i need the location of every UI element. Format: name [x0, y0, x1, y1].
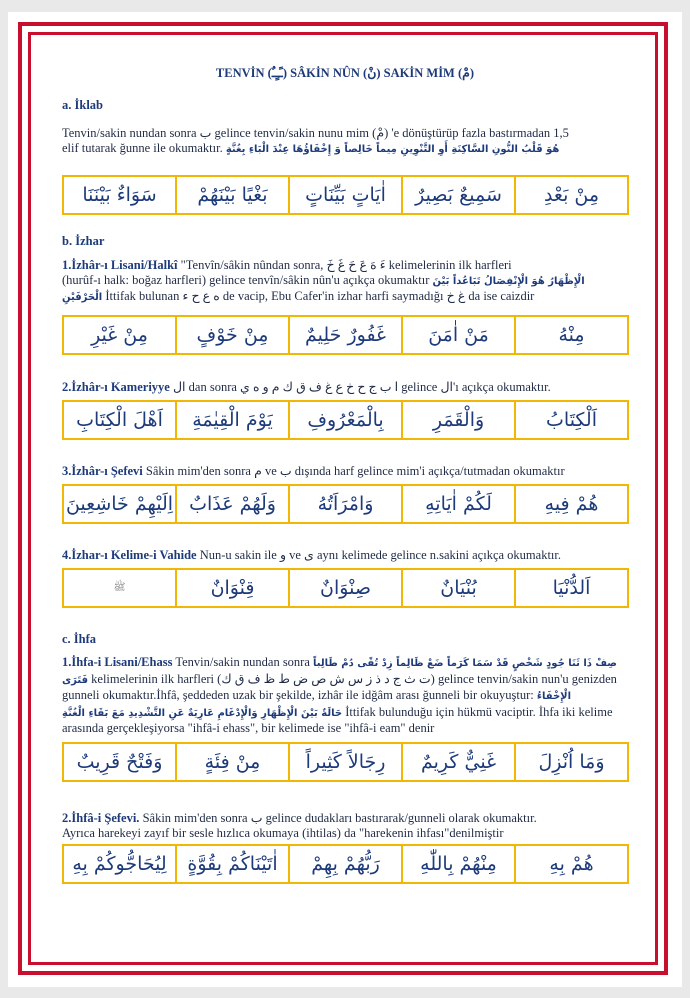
ihfa-lisani-line-4-text: İttifak bulunduğu için hükmü vaciptir. İhfa iki kelime [345, 704, 613, 719]
example-cell: مِنْ فِئَةٍ [175, 744, 288, 780]
example-cell: اَلدُّنْيَا [514, 570, 627, 606]
ihfa-lisani-line-3 [62, 688, 652, 705]
example-cell: ﷺ [113, 582, 126, 593]
ihfa-lisani-title: 1.İhfa-i Lisani/Ehass [62, 655, 173, 669]
izhar-vahide-text [62, 548, 652, 563]
izhar-halki-title: 1.İzhâr-ı Lisani/Halkî [62, 258, 178, 272]
example-cell: غَنِيٌّ كَرِيمٌ [401, 744, 514, 780]
izhar-halki-line-3 [62, 289, 652, 306]
izhar-halki-line-1 [62, 258, 652, 273]
iklab-line-2-text: elif tutarak ğunne ile okumaktır. [62, 140, 223, 155]
document-content [40, 40, 650, 940]
ihfa-lisani-text [62, 655, 652, 736]
ihfa-arabic-term: الْإِخْفَاءُ [536, 691, 572, 702]
izhar-vahide-title: 4.İzhar-ı Kelime-i Vahide [62, 548, 197, 562]
ihfa-lisani-line-2 [62, 672, 652, 689]
example-cell: مَنْ اٰمَنَ [401, 317, 514, 353]
izhar-vahide-example-row [62, 568, 629, 608]
izhar-sefevi-text [62, 464, 652, 479]
ihfa-letters-arabic-end: فَتَرَى [62, 674, 89, 686]
iklab-line-2 [62, 141, 652, 158]
example-cell: بَغْيًا بَيْنَهُمْ [175, 177, 288, 213]
example-cell: وَمَا اُنْزِلَ [514, 744, 627, 780]
ihfa-lisani-line-1 [62, 655, 652, 672]
izhar-kameri-title: 2.İzhâr-ı Kameriyye [62, 380, 170, 394]
izhar-halki-line-1-text: "Tenvîn/sâkin nûndan sonra, ءَ هَ عَ حَ غَ خَ kelimelerinin ilk harfleri [180, 258, 512, 272]
heading-izhar: b. İzhar [62, 234, 105, 248]
example-cell: يَوْمَ الْقِيٰمَةِ [175, 402, 288, 438]
ihfa-sefevi-title: 2.İhfâ-i Şefevi. [62, 811, 140, 825]
ihfa-sefevi-text [62, 811, 652, 840]
example-cell: رَبُّهُمْ بِهِمْ [288, 846, 401, 882]
example-cell: وَامْرَاَتُهُ [288, 486, 401, 522]
izhar-halki-example-row [62, 315, 629, 355]
example-cell: بِالْمَعْرُوفِ [288, 402, 401, 438]
heading-ihfa: c. İhfa [62, 632, 97, 646]
example-cell: سَوَاءٌ بَيْنَنَا [82, 184, 157, 206]
ihfa-sefevi-example-row [62, 844, 629, 884]
izhar-kameri-line: ال dan sonra ا ب ج ح خ ع غ ف ق ك م و ه ي gelince ال'ı açıkça okumaktır. [172, 380, 551, 394]
heading-iklab: a. İklab [62, 98, 103, 112]
example-cell: مِنْ بَعْدِ [514, 177, 627, 213]
izhar-halki-line-2-text: (hurûf-ı halk: boğaz harfleri) gelince tenvîn/sâkin nûn'u açıkça okumaktır [62, 272, 430, 287]
example-cell: مِنْهُ [514, 317, 627, 353]
example-cell: لِيُحَاجُّوكُمْ بِهِ [72, 853, 167, 875]
example-cell: لَكُمْ اٰيَاتِهِ [401, 486, 514, 522]
ihfa-lisani-line-1-text: Tenvin/sakin nundan sonra [175, 655, 310, 669]
iklab-line-1: Tenvin/sakin nundan sonra ب gelince tenvin/sakin nunu mim (مْ) 'e dönüştürüp fazla bastırmadan 1,5 [62, 126, 569, 140]
page-title: TENVİN (ـًـٍـٌ) SÂKİN NÛN (نْ) SAKİN MİM (مْ) [215, 66, 475, 80]
example-cell: اِلَيْهِمْ خَاشِعِينَ [65, 493, 174, 515]
example-cell: مِنْهُمْ بِاللّٰهِ [401, 846, 514, 882]
example-cell: وَفَتْحٌ قَرِيبٌ [76, 751, 163, 773]
example-cell: مِنْ خَوْفٍ [175, 317, 288, 353]
example-cell: اٰيَاتٍ بَيِّنَاتٍ [288, 177, 401, 213]
izhar-halki-line-2 [62, 273, 652, 290]
ihfa-lisani-line-4 [62, 705, 652, 722]
ihfa-sefevi-line-1 [62, 811, 652, 826]
ihfa-lisani-line-3-text: gunneli okumaktır.İhfâ, şeddeden uzak bir şekilde, izhâr ile idğâm arası ğunneli bir okuyuştur: [62, 688, 534, 702]
iklab-text [62, 126, 652, 157]
example-cell: بُنْيَانٌ [401, 570, 514, 606]
izhar-sefevi-example-row [62, 484, 629, 524]
ihfa-lisani-example-row [62, 742, 629, 782]
iklab-arabic-definition: هُوَ قَلْبُ النُّونِ السَّاكِنَةِ أَوِ التَّنْوِينِ مِيماً خَالِصاً وَ إِخْفَاؤُهَا عِنْدَ الْبَاءِ بِغُنَّةٍ [225, 143, 560, 155]
ihfa-sefevi-line-1-text: Sâkin mim'den sonra ب gelince dudakları bastırarak/gunneli olarak okumaktır. [142, 811, 537, 825]
ihfa-lisani-line-5: arasında gerçekleşiyorsa "ihfâ-i ehass", bir kelimede ise "ihfâ-i eam" denir [62, 721, 435, 735]
example-cell: سَمِيعٌ بَصِيرٌ [401, 177, 514, 213]
iklab-example-row [62, 175, 629, 215]
ihfa-sefevi-line-2: Ayrıca harekeyi zayıf bir sesle hızlıca okumaya (ihtilas) da "harekenin ihfası"denilmiştir [62, 825, 504, 840]
izhar-sefevi-line: Sâkin mim'den sonra م ve ب dışında harf gelince mim'i açıkça/tutmadan okumaktır [145, 464, 565, 478]
izhar-arabic-definition-end: الْحَرْفَيْنِ [62, 292, 103, 303]
ihfa-arabic-definition: حَالَةٌ بَيْنَ الْإِظْهَارِ وَالْإِدْغَامِ عَارِيَةٌ عَنِ التَّشْدِيدِ مَعَ بَقَاءِ الْغُنَّةِ [62, 707, 343, 719]
example-cell: هُمْ بِهِ [514, 846, 627, 882]
izhar-sefevi-title: 3.İzhâr-ı Şefevi [62, 464, 143, 478]
izhar-halki-text [62, 258, 652, 306]
example-cell: قِنْوَانٌ [175, 570, 288, 606]
ihfa-letters-arabic: صِفْ ذَا ثَنَا جُودٍ شَخْصٍ قَدْ سَمَا كَرَماً ضَعْ ظَالِماً زِدْ تُقًى دُمْ طَالِباً [313, 658, 617, 669]
example-cell: غَفُورٌ حَلِيمٌ [288, 317, 401, 353]
example-cell: وَلَهُمْ عَذَابٌ [175, 486, 288, 522]
example-cell: اَهْلَ الْكِتَابِ [76, 409, 163, 431]
ihfa-lisani-line-2-text: kelimelerinin ilk harfleri (ت ث ج د ذ ز س ش ص ض ط ظ ف ق ك) gelince tenvin/sakin nun'u genizden [91, 671, 617, 686]
example-cell: اٰتَيْنَاكُمْ بِقُوَّةٍ [175, 846, 288, 882]
izhar-kameri-example-row [62, 400, 629, 440]
izhar-halki-line-3-text: İttifak bulunan ه ع ح ء de vacip, Ebu Cafer'in izhar harfi saymadığı غ خ da ise caizdir [105, 289, 535, 303]
example-cell: هُمْ فِيهِ [514, 486, 627, 522]
izhar-arabic-definition: الْإِظْهَارُ هُوَ الْإِنْفِصَالُ تَبَاعُداً بَيْنَ [432, 275, 585, 287]
example-cell: رِجَالاً كَثِيراً [288, 744, 401, 780]
example-cell: صِنْوَانٌ [288, 570, 401, 606]
izhar-vahide-line: Nun-u sakin ile و ve ى aynı kelimede gelince n.sakini açıkça okumaktır. [199, 548, 561, 562]
example-cell: وَالْقَمَرِ [401, 402, 514, 438]
example-cell: اَلْكِتَابُ [514, 402, 627, 438]
example-cell: مِنْ غَيْرِ [91, 324, 148, 346]
izhar-kameri-text [62, 380, 652, 395]
